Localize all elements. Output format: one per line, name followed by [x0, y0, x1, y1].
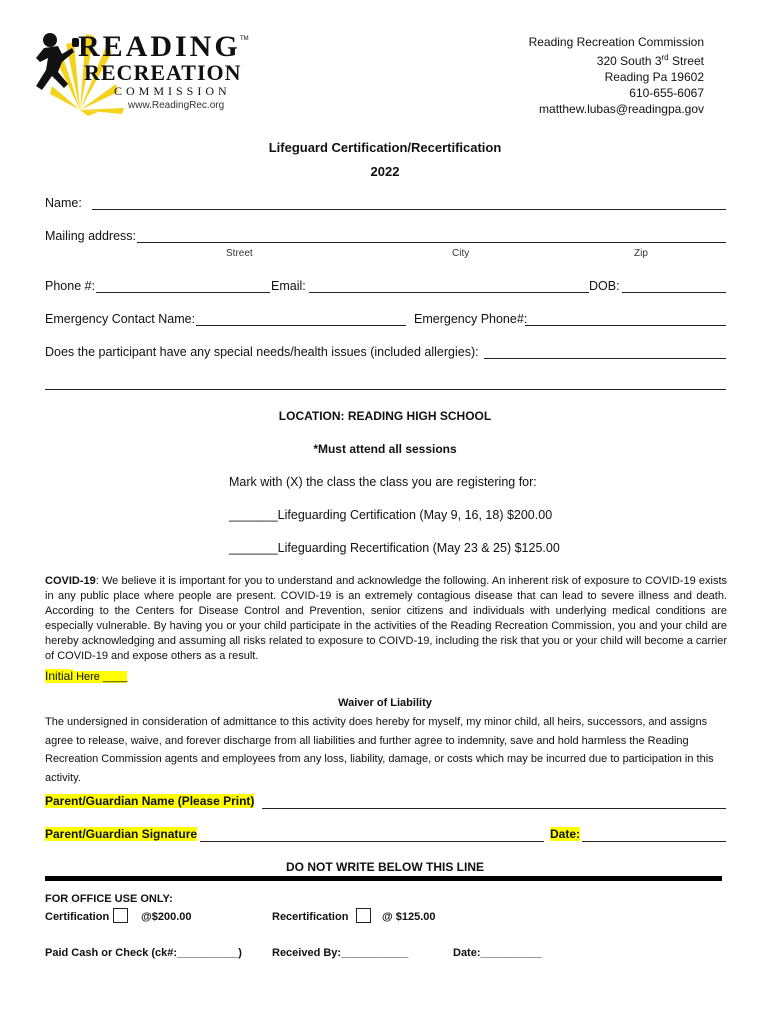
org-contact-block	[444, 34, 704, 117]
emergency-phone-label: Emergency Phone#:	[414, 312, 528, 326]
option-certification-blank[interactable]: _______	[229, 508, 278, 522]
location-heading: LOCATION: READING HIGH SCHOOL	[278, 409, 492, 423]
do-not-write-heading: DO NOT WRITE BELOW THIS LINE	[286, 860, 484, 874]
form-title: Lifeguard Certification/Recertification	[268, 140, 502, 155]
emergency-phone-field[interactable]	[525, 325, 726, 326]
org-city: Reading Pa 19602	[604, 70, 704, 84]
office-use-label: FOR OFFICE USE ONLY:	[45, 893, 173, 905]
initial-label: Initial	[45, 669, 74, 683]
emergency-name-label: Emergency Contact Name:	[45, 312, 196, 326]
logo-word-commission: COMMISSION	[114, 84, 231, 98]
zip-label: Zip	[634, 248, 648, 259]
signature-date-label: Date:	[550, 827, 581, 841]
name-field[interactable]	[92, 209, 726, 210]
office-recertification-label: Recertification	[272, 911, 349, 923]
email-field[interactable]	[309, 292, 589, 293]
option-certification[interactable]	[229, 508, 552, 522]
guardian-signature-field[interactable]	[200, 841, 544, 842]
org-phone: 610-655-6067	[629, 86, 704, 100]
special-needs-label: Does the participant have any special needs/health issues (included allergies):	[45, 345, 479, 359]
office-certification-label: Certification	[45, 911, 110, 923]
received-by-field[interactable]: Received By:___________	[272, 947, 409, 959]
emergency-name-field[interactable]	[196, 325, 406, 326]
covid-text: : We believe it is important for you to understand and acknowledge the following. An inherent risk of exposure to COVID-19 exists in any public place where people are present. COVID-19 is an extremely contagious disease that can lead to severe illness and death. According to the Centers for Disease Control and Prevention, senior citizens and individuals with underlying medical conditions are especially vulnerable. By having you or your child participate in the activities of the Reading Recreation Commission, you and your child are hereby acknowledging and assuming all risks related to exposure to COIVD-19, including the risk that you or your child will become a carrier of COVID-19 and expose others as a result.	[45, 575, 727, 662]
covid-paragraph	[45, 574, 727, 664]
option-certification-label: Lifeguarding Certification (May 9, 16, 18) $200.00	[277, 508, 553, 522]
recertification-price: @ $125.00	[382, 911, 436, 923]
covid-label: COVID-19	[45, 575, 96, 587]
office-divider	[45, 876, 722, 881]
logo-word-reading: READING	[78, 30, 241, 63]
covid-initial[interactable]	[45, 669, 127, 683]
certification-checkbox[interactable]	[113, 908, 128, 923]
city-label: City	[452, 248, 470, 259]
guardian-name-field[interactable]	[262, 808, 726, 809]
mailing-label: Mailing address:	[45, 229, 137, 243]
option-recertification-blank[interactable]: _______	[229, 541, 278, 555]
org-street: 320 South 3rd Street	[596, 53, 704, 68]
waiver-text: The undersigned in consideration of admittance to this activity does hereby for myself, my minor child, all heirs, successors, and assigns agree to release, waive, and forever discharge from all liabilities and further agree to indemnity, save and hold harmless the Reading Recreation Commission agents and employees from any loss, liability, damage, or costs which may be incurred due to participation in this activity.	[45, 716, 714, 784]
certification-price: @$200.00	[141, 911, 192, 923]
guardian-signature-label: Parent/Guardian Signature	[45, 827, 198, 841]
special-needs-field-line2[interactable]	[45, 389, 726, 390]
name-label: Name:	[45, 196, 82, 210]
guardian-name-label: Parent/Guardian Name (Please Print)	[45, 794, 255, 808]
website-url[interactable]: www.ReadingRec.org	[128, 100, 225, 111]
option-recertification-label: Lifeguarding Recertification (May 23 & 25) $125.00	[277, 541, 560, 555]
org-name: Reading Recreation Commission	[528, 35, 704, 49]
dob-label: DOB:	[589, 279, 620, 293]
paid-field[interactable]: Paid Cash or Check (ck#:__________)	[45, 947, 242, 959]
mark-instruction: Mark with (X) the class the class you are registering for:	[229, 475, 537, 489]
phone-label: Phone #:	[45, 279, 96, 293]
special-needs-field[interactable]	[484, 358, 726, 359]
dob-field[interactable]	[622, 292, 726, 293]
office-date-field[interactable]: Date:__________	[453, 947, 542, 959]
email-label: Email:	[271, 279, 306, 293]
initial-here-field[interactable]: Here ____	[76, 671, 128, 683]
mailing-address-field[interactable]	[137, 242, 726, 243]
signature-date-field[interactable]	[582, 841, 726, 842]
waiver-title: Waiver of Liability	[338, 697, 432, 709]
recertification-checkbox[interactable]	[356, 908, 371, 923]
must-attend-note: *Must attend all sessions	[313, 442, 457, 456]
option-recertification[interactable]	[229, 541, 560, 555]
form-year: 2022	[370, 164, 400, 179]
phone-field[interactable]	[96, 292, 270, 293]
street-label: Street	[226, 248, 253, 259]
logo-tm: TM	[240, 36, 249, 42]
logo-word-recreation: RECREATION	[84, 60, 242, 85]
org-email[interactable]: matthew.lubas@readingpa.gov	[539, 102, 704, 116]
